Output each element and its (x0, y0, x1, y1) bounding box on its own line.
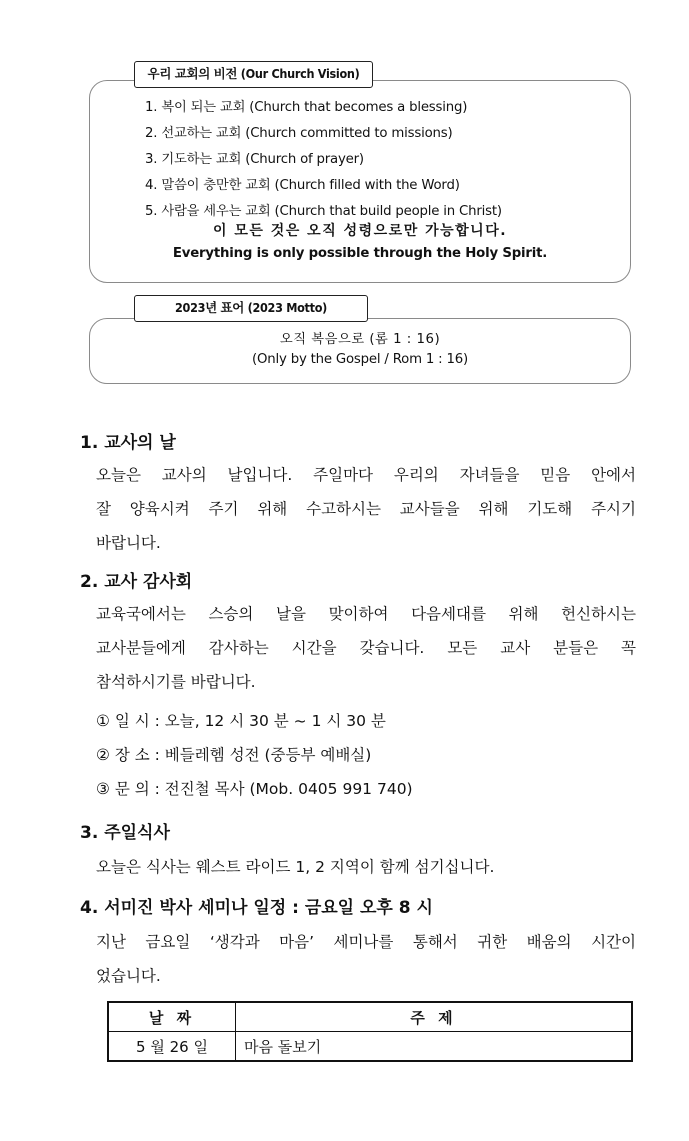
table-cell-date: 5 월 26 일 (108, 1032, 236, 1062)
body-line: 었습니다. (96, 967, 161, 985)
table-header-row (108, 1002, 632, 1032)
motto-line-en: (Only by the Gospel / Rom 1 : 16) (252, 352, 468, 367)
table-header-date: 날 짜 (108, 1002, 236, 1032)
body-line: 지난 금요일 ‘생각과 마음’ 세미나를 통해서 귀한 배움의 시간이 (96, 933, 636, 951)
vision-list (145, 95, 502, 225)
section-body-teacher-appreciation (96, 597, 636, 699)
table-cell-topic: 마음 돌보기 (236, 1032, 633, 1062)
section-body-seminar (96, 925, 636, 993)
body-line: 잘 양육시켜 주기 위해 수고하시는 교사들을 위해 기도해 주시기 (96, 500, 636, 518)
vision-item: 4. 말씀이 충만한 교회 (Church filled with the Word) (145, 178, 460, 193)
vision-statement-ko: 이 모든 것은 오직 성령으로만 가능합니다. (212, 223, 508, 239)
table-header-topic: 주 제 (236, 1002, 633, 1032)
seminar-schedule-table (107, 1001, 633, 1062)
section-title-teachers-day: 1. 교사의 날 (80, 433, 176, 453)
info-item-contact: ③ 문 의 : 전진철 목사 (Mob. 0405 991 740) (96, 780, 413, 798)
vision-item: 5. 사람을 세우는 교회 (Church that build people in Christ) (145, 204, 502, 219)
info-item-location: ② 장 소 : 베들레헴 성전 (중등부 예배실) (96, 746, 372, 764)
body-line: 교사분들에게 감사하는 시간을 갖습니다. 모든 교사 분들은 꼭 (96, 639, 636, 657)
vision-title: 우리 교회의 비전 (Our Church Vision) (134, 61, 373, 88)
motto-title: 2023년 표어 (2023 Motto) (134, 295, 368, 322)
info-item-datetime: ① 일 시 : 오늘, 12 시 30 분 ~ 1 시 30 분 (96, 712, 386, 730)
body-line: 오늘은 식사는 웨스트 라이드 1, 2 지역이 함께 섬기십니다. (96, 858, 495, 876)
body-line: 참석하시기를 바랍니다. (96, 673, 256, 691)
vision-statement-en: Everything is only possible through the Holy Spirit. (172, 246, 548, 261)
section-body-sunday-meal (96, 850, 636, 884)
vision-item: 2. 선교하는 교회 (Church committed to missions) (145, 126, 453, 141)
vision-item: 3. 기도하는 교회 (Church of prayer) (145, 152, 364, 167)
section-title-teacher-appreciation: 2. 교사 감사회 (80, 572, 193, 592)
vision-item: 1. 복이 되는 교회 (Church that becomes a blessing) (145, 100, 468, 115)
table-row (108, 1032, 632, 1062)
body-line: 오늘은 교사의 날입니다. 주일마다 우리의 자녀들을 믿음 안에서 (96, 466, 636, 484)
section-body-teachers-day (96, 458, 636, 560)
motto-line-ko: 오직 복음으로 (롬 1 : 16) (279, 332, 441, 347)
body-line: 바랍니다. (96, 534, 161, 552)
section-title-seminar: 4. 서미진 박사 세미나 일정 : 금요일 오후 8 시 (80, 898, 433, 918)
body-line: 교육국에서는 스승의 날을 맞이하여 다음세대를 위해 헌신하시는 (96, 605, 636, 623)
section-title-sunday-meal: 3. 주일식사 (80, 823, 170, 843)
